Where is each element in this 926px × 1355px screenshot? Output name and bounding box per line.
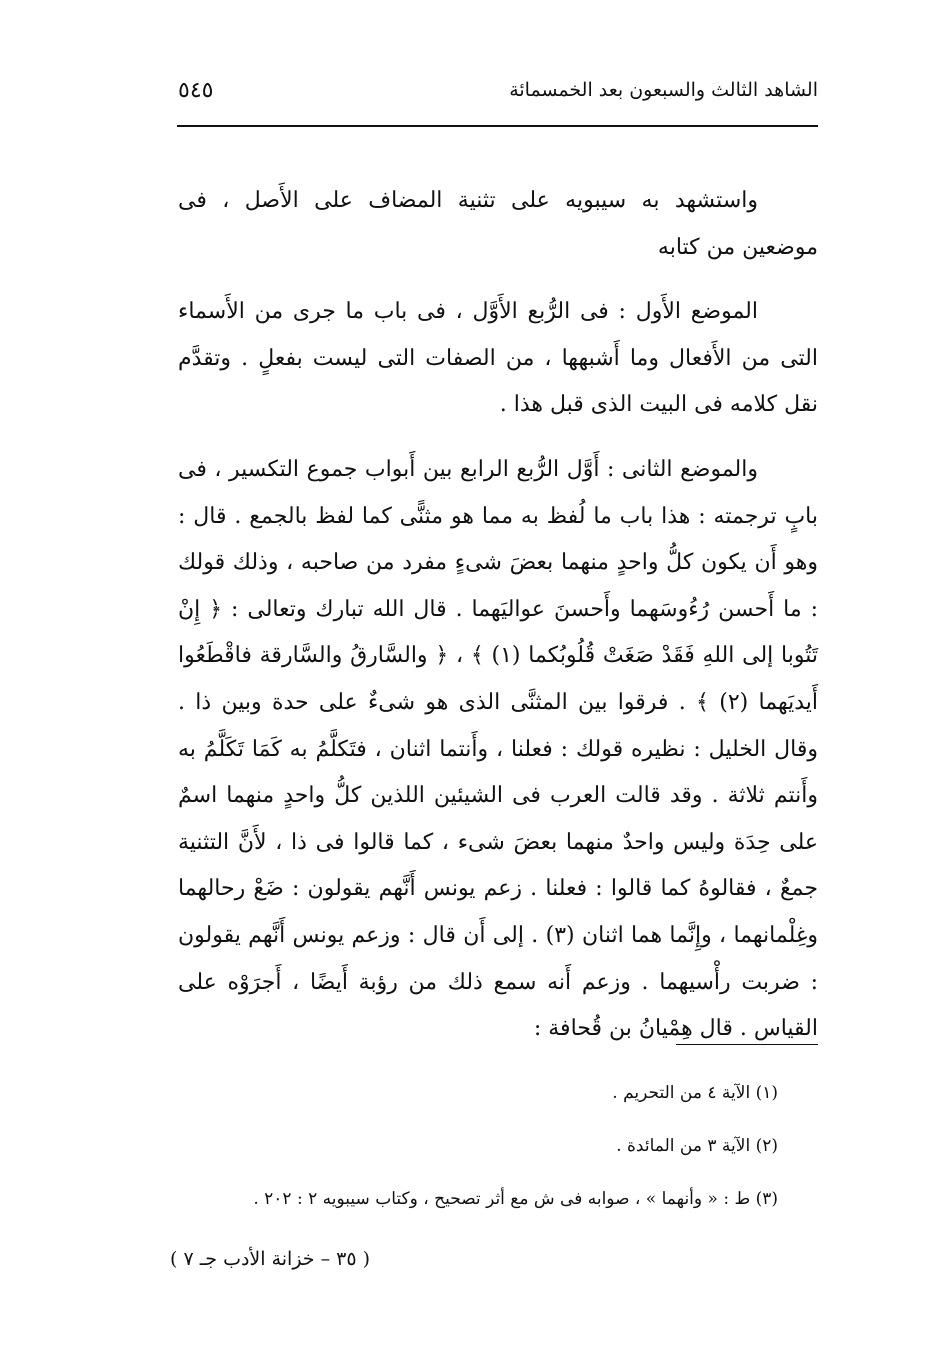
paragraph-3: والموضع الثانى : أَوَّل الرُّبع الرابع بين أَبواب جموع التكسير ، فى بابٍ ترجمته : هذا باب ما لُفظ به مما هو مثنًّى كما لفظ بالجمع . قال : وهو أَن يكون كلُّ واحدٍ منهما بعضَ شىءٍ مفرد من صاحبه ، وذلك قولك : ما أَحسن رُءُوسَهما وأَحسنَ عواليَهما . قال الله تبارك وتعالى : ﴿ إِنْ تَتُوبا إلى اللهِ فَقَدْ صَغَتْ قُلُوبُكما (١) ﴾ ، ﴿ والسَّارقُ والسَّارقة فاقْطَعُوا أَيديَهما (٢) ﴾ . فرقوا بين المثنَّى الذى هو شىءٌ على حدة وبين ذا . وقال الخليل : نظيره قولك : فعلنا ، وأَنتما اثنان ، فتَكلَّمُ به كَمَا تَكَلَّمُ به وأَنتم ثلاثة . وقد قالت العرب فى الشيئين اللذين كلُّ واحدٍ منهما اسمٌ على حِدَة وليس واحدٌ منهما بعضَ شىء ، كما قالوا فى ذا ، لأَنَّ التثنية جمعٌ ، فقالوهُ كما قالوا : فعلنا . زعم يونس أَنَّهم يقولون : ضَعْ رحالهما وغِلْمانهما ، وإِنَّما هما اثنان (٣) . إلى أَن قال : وزعم يونس أَنَّهم يقولون : ضربت رأْسيهما . وزعم أَنه سمع ذلك من رؤبة أَيضًا ، أَجرَوْه على القياس . قال هِمْيانُ بن قُحافة :: [178, 456, 818, 1042]
header-rule: [177, 125, 818, 127]
footnote-1: (١) الآية ٤ من التحريم .: [612, 1083, 778, 1103]
paragraph-2: الموضع الأَول : فى الرُّبع الأَوَّل ، فى باب ما جرى من الأَسماء التى من الأَفعال وما أَشبهها ، من الصفات التى ليست بفعلٍ . وتقدَّم نقل كلامه فى البيت الذى قبل هذا .: [178, 299, 818, 418]
footnote-rule: [676, 1044, 818, 1045]
page-number: ٥٤٥: [178, 77, 214, 103]
page-header: [178, 70, 818, 110]
paragraph-1: واستشهد به سيبويه على تثنية المضاف على الأَصل ، فى موضعين من كتابه: [178, 188, 818, 260]
footnotes: [178, 1080, 778, 1239]
footnote-2: (٢) الآية ٣ من المائدة .: [616, 1136, 778, 1156]
footnote-3: (٣) ط : « وأنهما » ، صوابه فى ش مع أثر تصحيح ، وكتاب سيبويه ٢ : ٢٠٢ .: [253, 1189, 778, 1209]
running-title: الشاهد الثالث والسبعون بعد الخمسمائة: [509, 79, 818, 101]
main-text: [178, 178, 818, 1053]
signature-line: ( ٣٥ – خزانة الأدب جـ ٧ ): [170, 1248, 371, 1270]
